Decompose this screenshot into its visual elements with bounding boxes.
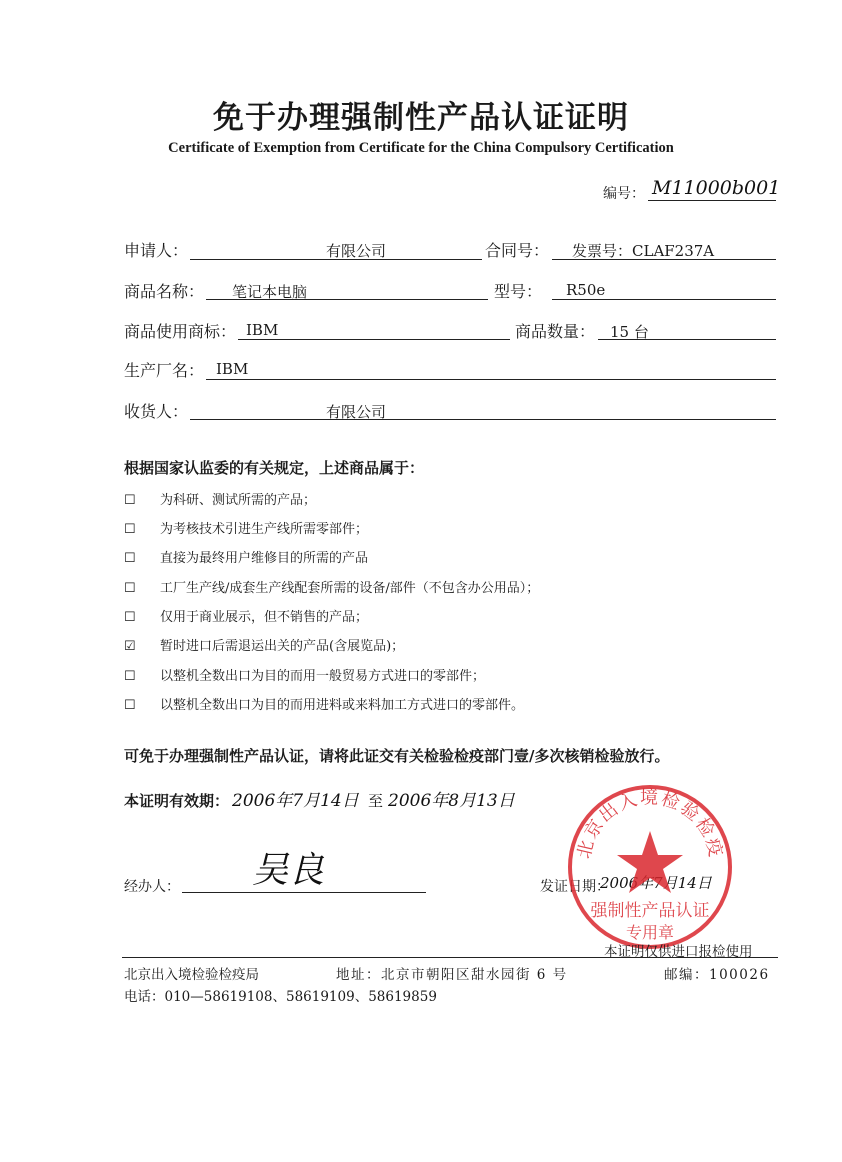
title-chinese: 免于办理强制性产品认证证明 xyxy=(213,100,629,136)
option-text: 暂时进口后需退运出关的产品(含展览品)； xyxy=(160,639,405,654)
footer-address: 地址：北京市朝阳区甜水园街 6 号 xyxy=(336,967,568,983)
usage-note: 本证明仅供进口报检使用 xyxy=(604,944,753,960)
option-item xyxy=(124,489,316,508)
validity-end: 2006年8月13日 xyxy=(388,791,515,811)
option-text: 以整机全数出口为目的而用一般贸易方式进口的零部件； xyxy=(160,669,486,684)
option-text: 仅用于商业展示，但不销售的产品； xyxy=(160,610,369,625)
stamp-text-top: 北京出入境检验检疫 xyxy=(573,787,727,861)
trademark-label: 商品使用商标： xyxy=(124,322,237,341)
footer-postcode: 邮编：100026 xyxy=(664,967,770,983)
stamp-text-bottom: 专用章 xyxy=(625,923,675,942)
checkbox: ☐ xyxy=(124,581,136,596)
footer-phone: 电话：010—58619108、58619109、58619859 xyxy=(124,989,437,1005)
trademark-underline xyxy=(238,339,510,340)
category-intro: 根据国家认监委的有关规定，上述商品属于： xyxy=(124,459,425,477)
consignee-value: 有限公司 xyxy=(326,403,387,421)
number-value: M11000b001 xyxy=(652,177,781,199)
option-item xyxy=(124,547,368,566)
footer-divider xyxy=(122,957,778,958)
validity-label: 本证明有效期： xyxy=(124,792,230,810)
checkbox: ☐ xyxy=(124,551,136,566)
contract-underline xyxy=(552,259,776,260)
option-item xyxy=(124,665,485,684)
option-text: 以整机全数出口为目的而用进料或来料加工方式进口的零部件。 xyxy=(160,698,525,713)
exemption-statement: 可免于办理强制性产品认证，请将此证交有关检验检疫部门壹/多次核销检验放行。 xyxy=(124,747,670,765)
manufacturer-label: 生产厂名： xyxy=(124,361,205,380)
product-name-value: 笔记本电脑 xyxy=(232,283,308,301)
validity-start: 2006年7月14日 xyxy=(232,791,359,811)
contract-value: 发票号：CLAF237A xyxy=(572,242,715,260)
stamp-text-mid: 强制性产品认证 xyxy=(590,901,710,921)
consignee-underline xyxy=(190,419,776,420)
model-underline xyxy=(552,299,776,300)
product-name-underline xyxy=(206,299,488,300)
number-label: 编号： xyxy=(603,186,645,202)
applicant-label: 申请人： xyxy=(124,241,189,260)
footer-org: 北京出入境检验检疫局 xyxy=(124,967,259,983)
handler-label: 经办人： xyxy=(124,879,180,895)
number-underline xyxy=(648,200,776,201)
manufacturer-underline xyxy=(206,379,776,380)
trademark-value: IBM xyxy=(246,321,279,339)
checkbox: ☐ xyxy=(124,522,136,537)
option-item xyxy=(124,577,539,596)
manufacturer-value: IBM xyxy=(216,360,249,378)
option-text: 工厂生产线/成套生产线配套所需的设备/部件（不包含办公用品）； xyxy=(160,581,540,596)
handler-signature: 吴良 xyxy=(252,850,325,891)
option-text: 为考核技术引进生产线所需零部件； xyxy=(160,522,369,537)
star-icon xyxy=(617,831,683,893)
quantity-label: 商品数量： xyxy=(515,322,596,341)
option-item xyxy=(124,694,524,713)
issue-date-value: 2006年7月14日 xyxy=(600,874,712,892)
option-text: 直接为最终用户维修目的所需的产品 xyxy=(160,551,369,566)
applicant-value: 有限公司 xyxy=(326,242,387,260)
validity-sep: 至 xyxy=(368,792,384,810)
contract-label: 合同号： xyxy=(485,241,550,260)
option-item-checked xyxy=(124,635,404,654)
checkbox: ☐ xyxy=(124,610,136,625)
product-name-label: 商品名称： xyxy=(124,282,205,301)
model-value: R50e xyxy=(566,281,606,299)
quantity-underline xyxy=(598,339,776,340)
consignee-label: 收货人： xyxy=(124,402,189,421)
official-stamp xyxy=(566,783,734,951)
issue-date-label: 发证日期： xyxy=(540,879,610,895)
checkbox: ☐ xyxy=(124,669,136,684)
option-item xyxy=(124,606,368,625)
handler-underline xyxy=(182,892,426,893)
model-label: 型号： xyxy=(494,282,543,301)
checkbox: ☐ xyxy=(124,698,136,713)
title-english: Certificate of Exemption from Certificate for the China Compulsory Certification xyxy=(168,140,674,156)
option-text: 为科研、测试所需的产品； xyxy=(160,493,317,508)
applicant-underline xyxy=(190,259,482,260)
quantity-value: 15 台 xyxy=(610,323,649,341)
checkbox: ☐ xyxy=(124,493,136,508)
checkbox-checked: ☑ xyxy=(124,639,136,654)
option-item xyxy=(124,518,368,537)
